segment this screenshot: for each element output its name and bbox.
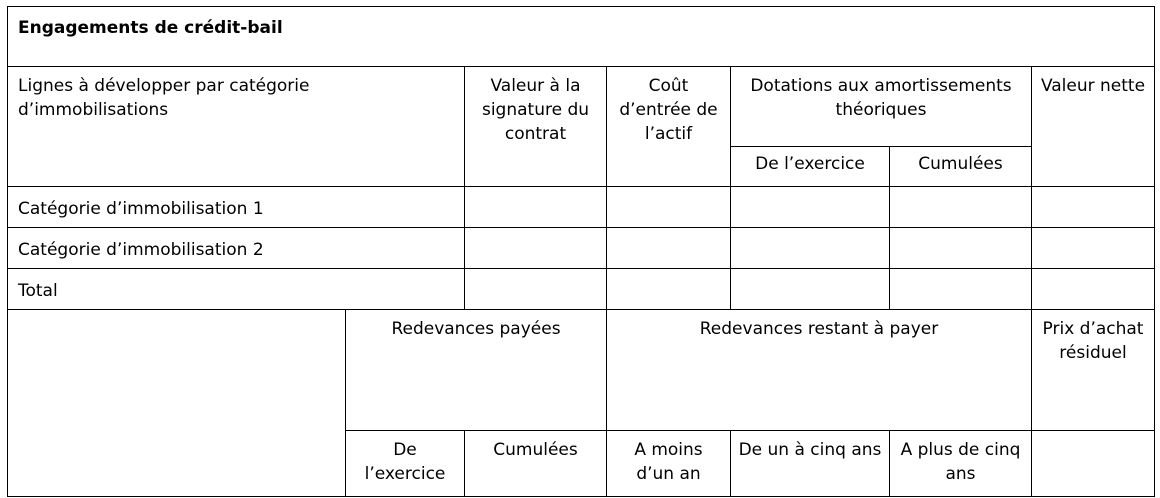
table-row: [8, 187, 1155, 228]
header-valeur-signature: Valeur à la signature du contrat: [465, 67, 607, 187]
table-row: [8, 269, 1155, 310]
cell-cout-entree[interactable]: [607, 187, 731, 228]
header-dotations-cumulees: Cumulées: [890, 147, 1032, 187]
header-cout-entree: Coût d’entrée de l’actif: [607, 67, 731, 187]
cell-cout-entree[interactable]: [607, 269, 731, 310]
header-lines-label: Lignes à développer par catégorie d’immobilisations: [8, 67, 465, 187]
row-label: Total: [8, 269, 465, 310]
cell-valeur-nette[interactable]: [1032, 187, 1155, 228]
cell-prix-achat-blank[interactable]: [1032, 431, 1155, 497]
credit-bail-table: [7, 6, 1155, 497]
row-label: Catégorie d’immobilisation 2: [8, 228, 465, 269]
cell-dotations-cumulees[interactable]: [890, 269, 1032, 310]
cell-dotations-cumulees[interactable]: [890, 187, 1032, 228]
header-valeur-nette: Valeur nette: [1032, 67, 1155, 187]
lower-blank-cell: [8, 310, 346, 497]
table-title: Engagements de crédit-bail: [8, 7, 1155, 67]
cell-valeur-nette[interactable]: [1032, 269, 1155, 310]
cell-dotations-cumulees[interactable]: [890, 228, 1032, 269]
cell-valeur-signature[interactable]: [465, 228, 607, 269]
cell-valeur-signature[interactable]: [465, 187, 607, 228]
row-label: Catégorie d’immobilisation 1: [8, 187, 465, 228]
header-plus-cinq: A plus de cinq ans: [890, 431, 1032, 497]
cell-valeur-nette[interactable]: [1032, 228, 1155, 269]
header-un-a-cinq: De un à cinq ans: [731, 431, 890, 497]
header-moins-un-an: A moins d’un an: [607, 431, 731, 497]
header-redevances-restant: Redevances restant à payer: [607, 310, 1032, 431]
cell-valeur-signature[interactable]: [465, 269, 607, 310]
header-dotations-exercice: De l’exercice: [731, 147, 890, 187]
header-redevances-payees: Redevances payées: [346, 310, 607, 431]
cell-dotations-exercice[interactable]: [731, 187, 890, 228]
cell-cout-entree[interactable]: [607, 228, 731, 269]
header-payees-cumulees: Cumulées: [465, 431, 607, 497]
header-dotations: Dotations aux amortissements théoriques: [731, 67, 1032, 147]
cell-dotations-exercice[interactable]: [731, 228, 890, 269]
cell-dotations-exercice[interactable]: [731, 269, 890, 310]
table-row: [8, 228, 1155, 269]
header-payees-exercice: De l’exercice: [346, 431, 465, 497]
header-prix-achat: Prix d’achat résiduel: [1032, 310, 1155, 431]
